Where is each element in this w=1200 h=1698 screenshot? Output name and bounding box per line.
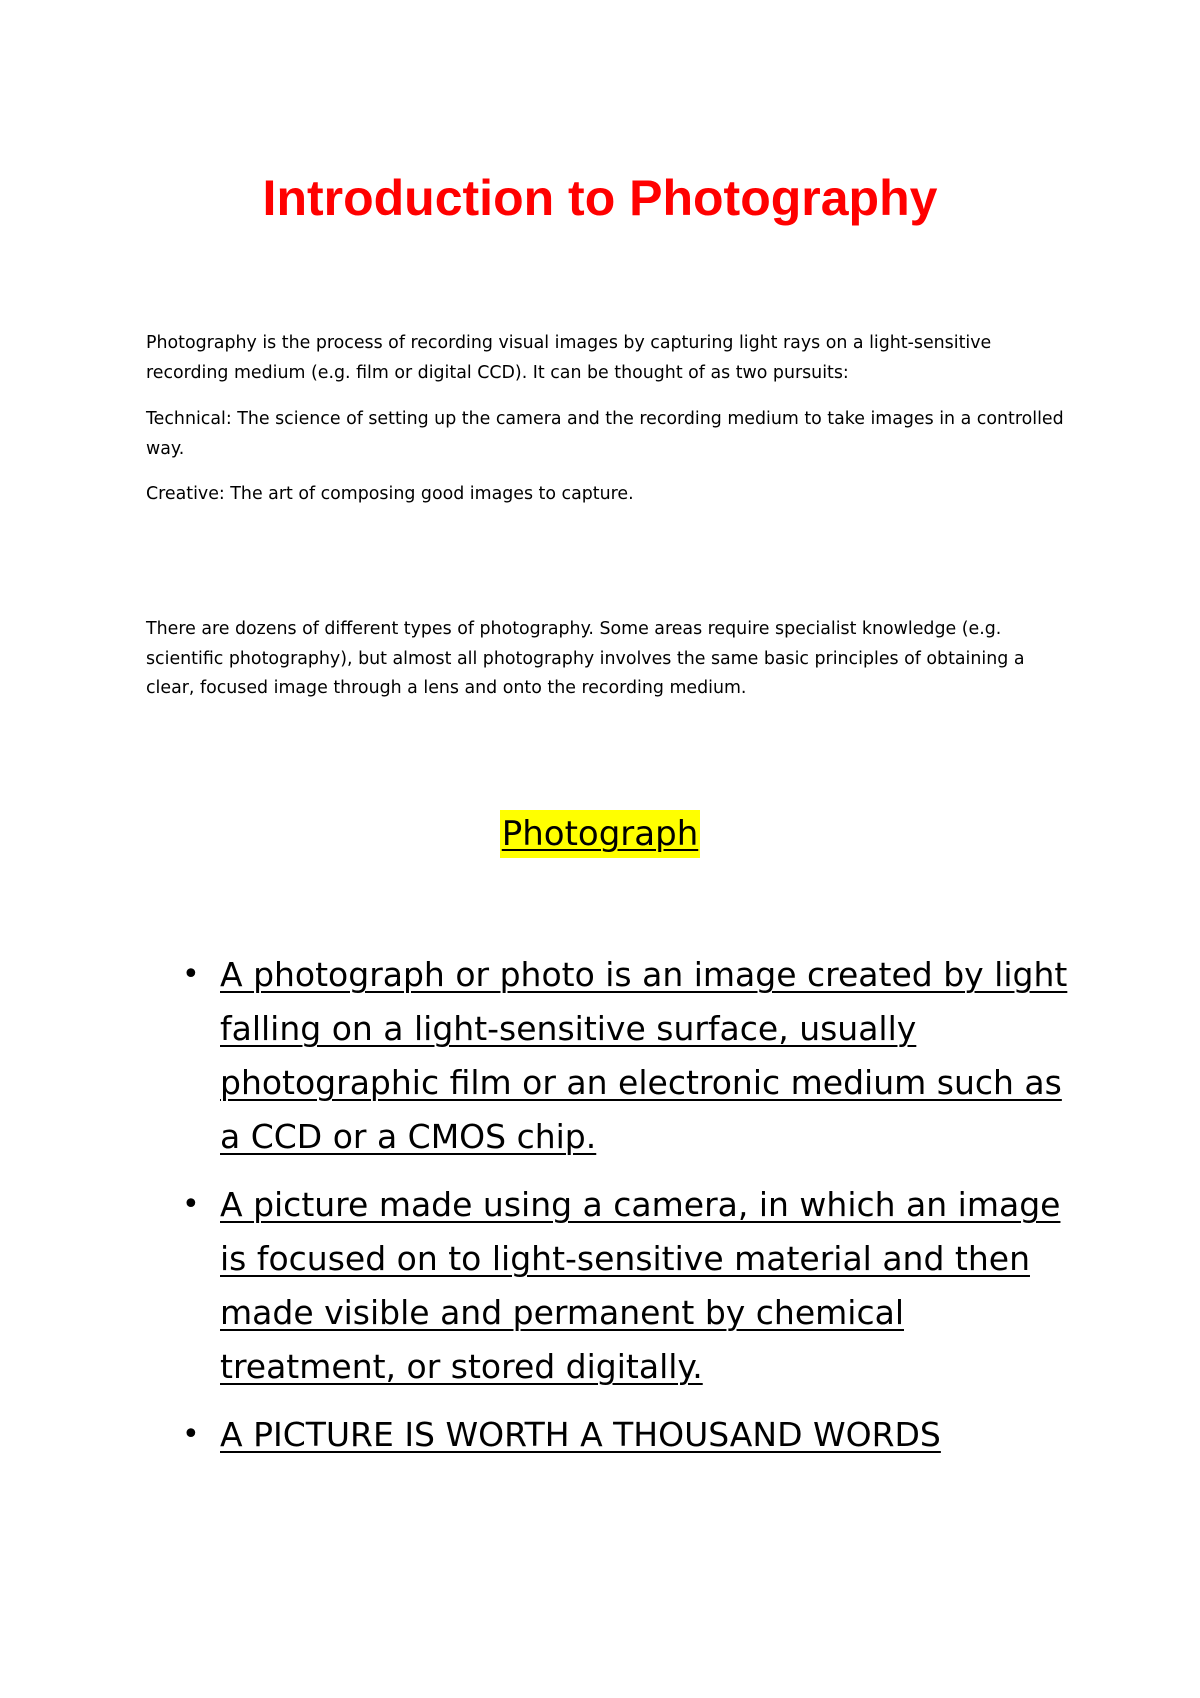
photograph-bullet-list — [182, 948, 1082, 1476]
bullet-dot-icon: • — [182, 1417, 200, 1452]
photograph-subheading: Photograph — [500, 810, 701, 858]
technical-paragraph: Technical: The science of setting up the camera and the recording medium to take images in a controlled way. — [146, 409, 1064, 459]
intro-paragraph: Photography is the process of recording visual images by capturing light rays on a light-sensitive recording medium (e.g. film or digital CCD). It can be thought of as two pursuits: — [146, 333, 992, 383]
creative-paragraph-block — [146, 480, 1066, 510]
intro-paragraph-block — [146, 329, 1066, 388]
bullet-dot-icon: • — [182, 1187, 200, 1222]
bullet-text: A picture made using a camera, in which an image is focused on to light-sensitive material and then made visible and permanent by chemical treatment, or stored digitally. — [220, 1185, 1061, 1386]
bullet-item — [182, 948, 1082, 1164]
bullet-item — [182, 1178, 1082, 1394]
technical-paragraph-block — [146, 405, 1066, 464]
creative-paragraph: Creative: The art of composing good images to capture. — [146, 484, 634, 504]
types-paragraph: There are dozens of different types of photography. Some areas require specialist knowledge (e.g. scientific photography), but almost all photography involves the same basic principles of obtaining a clear, focused image through a lens and onto the recording medium. — [146, 619, 1025, 698]
document-title: Introduction to Photography — [262, 170, 938, 226]
bullet-dot-icon: • — [182, 957, 200, 992]
bullet-text: A PICTURE IS WORTH A THOUSAND WORDS — [220, 1415, 941, 1454]
types-paragraph-block — [146, 615, 1066, 704]
bullet-item — [182, 1408, 1082, 1462]
bullet-text: A photograph or photo is an image created by light falling on a light-sensitive surface, usually photographic film or an electronic medium such as a CCD or a CMOS chip. — [220, 955, 1068, 1156]
subheading-wrapper — [0, 810, 1200, 858]
